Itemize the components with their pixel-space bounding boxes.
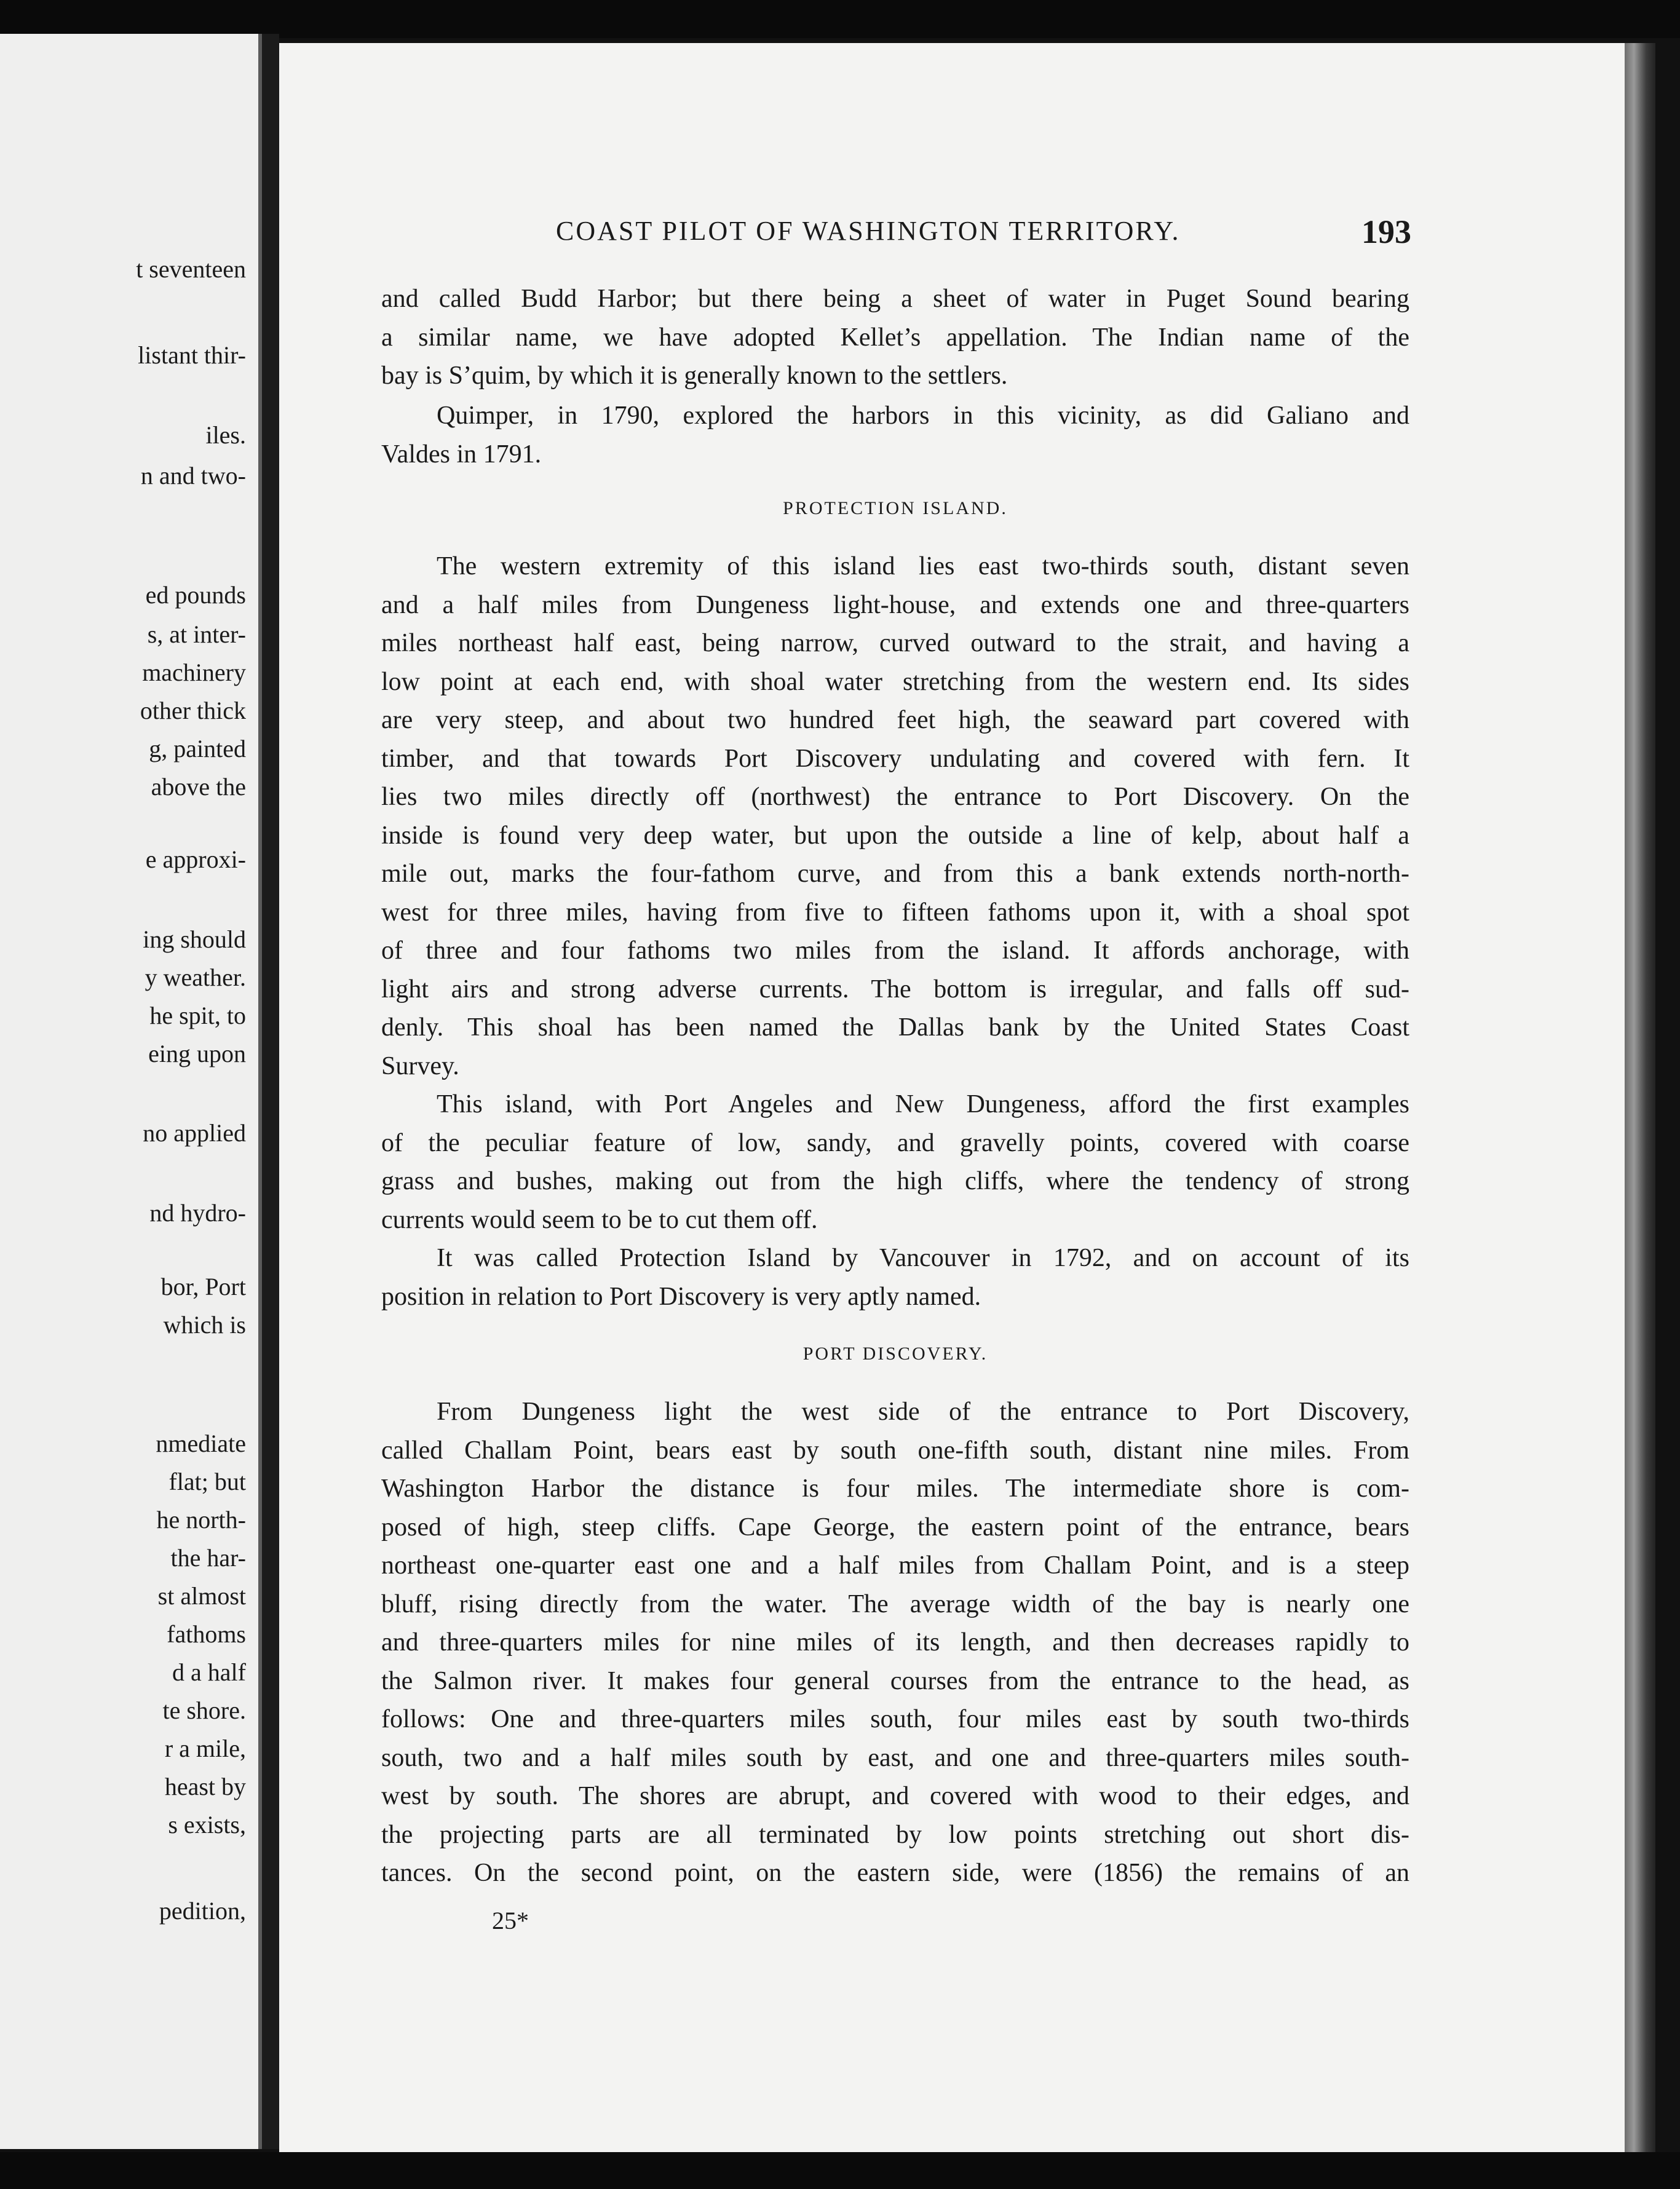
facing-page-text-line: t seventeen bbox=[136, 255, 246, 283]
text-line: the Salmon river. It makes four general courses from the entrance to the head, as bbox=[381, 1666, 1409, 1695]
text-line: miles northeast half east, being narrow, curved outward to the strait, and having a bbox=[381, 629, 1409, 657]
facing-page-text-line: the har- bbox=[170, 1544, 246, 1572]
protection-island-paragraph-2 bbox=[381, 1085, 1409, 1239]
facing-page-text-line: ed pounds bbox=[145, 581, 246, 609]
text-line: west for three miles, having from five to fifteen fathoms upon it, with a shoal spot bbox=[381, 898, 1409, 927]
text-line: lies two miles directly off (northwest) the entrance to Port Discovery. On the bbox=[381, 783, 1409, 811]
text-line: inside is found very deep water, but upon the outside a line of kelp, about half a bbox=[381, 821, 1409, 850]
intro-paragraph-1 bbox=[381, 280, 1409, 395]
facing-page-text-line: e approxi- bbox=[145, 845, 246, 873]
text-line: The western extremity of this island lies east two-thirds south, distant seven bbox=[437, 552, 1409, 580]
facing-page-text-line: iles. bbox=[205, 421, 246, 449]
facing-page-text-line: machinery bbox=[142, 659, 246, 686]
text-line: From Dungeness light the west side of the entrance to Port Discovery, bbox=[437, 1398, 1409, 1426]
facing-page-text-line: listant thir- bbox=[138, 341, 246, 369]
text-line: and three-quarters miles for nine miles of its length, and then decreases rapidly to bbox=[381, 1628, 1409, 1657]
text-line: bluff, rising directly from the water. The average width of the bay is nearly one bbox=[381, 1589, 1409, 1618]
text-line: light airs and strong adverse currents. The bottom is irregular, and falls off sud- bbox=[381, 975, 1409, 1003]
text-line: and called Budd Harbor; but there being a sheet of water in Puget Sound bearing bbox=[381, 285, 1409, 313]
facing-page-text-line: other thick bbox=[140, 697, 246, 724]
text-line: south, two and a half miles south by east, and one and three-quarters miles south- bbox=[381, 1743, 1409, 1772]
protection-island-paragraph-3 bbox=[381, 1239, 1409, 1316]
facing-page-text-line: nd hydro- bbox=[149, 1199, 246, 1227]
port-discovery-paragraph-1 bbox=[381, 1393, 1409, 1893]
facing-page-text-line: s, at inter- bbox=[147, 620, 246, 648]
text-line: the projecting parts are all terminated by low points stretching out short dis- bbox=[381, 1820, 1409, 1849]
scan-top-border bbox=[0, 0, 1680, 38]
running-title: COAST PILOT OF WASHINGTON TERRITORY. bbox=[556, 216, 1181, 246]
facing-page-text-line: g, painted bbox=[149, 735, 246, 762]
protection-island-paragraph-1 bbox=[381, 547, 1409, 1085]
text-line: This island, with Port Angeles and New Dungeness, afford the first examples bbox=[437, 1090, 1409, 1118]
page-number: 193 bbox=[1361, 213, 1411, 250]
book-gutter bbox=[262, 34, 279, 2149]
intro-paragraph-2 bbox=[381, 397, 1409, 473]
facing-page-text-line: te shore. bbox=[162, 1696, 246, 1724]
facing-page-text-line: s exists, bbox=[168, 1811, 246, 1839]
facing-page-text-line: flat; but bbox=[168, 1468, 246, 1495]
text-line: follows: One and three-quarters miles south, four miles east by south two-thirds bbox=[381, 1705, 1409, 1733]
facing-page-text-line: above the bbox=[151, 773, 246, 801]
facing-page-text-line: bor, Port bbox=[160, 1273, 246, 1300]
facing-page-text-line: eing upon bbox=[148, 1040, 246, 1067]
section-heading-protection-island: PROTECTION ISLAND. bbox=[783, 498, 1008, 518]
facing-page-text-line: r a mile, bbox=[164, 1735, 246, 1762]
facing-page-text-line: nmediate bbox=[156, 1430, 246, 1457]
text-line: position in relation to Port Discovery is very aptly named. bbox=[381, 1282, 981, 1311]
text-line: of three and four fathoms two miles from the island. It affords anchorage, with bbox=[381, 936, 1409, 965]
text-line: called Challam Point, bears east by south one-fifth south, distant nine miles. From bbox=[381, 1436, 1409, 1465]
text-line: currents would seem to be to cut them off. bbox=[381, 1205, 818, 1234]
section-heading-port-discovery: PORT DISCOVERY. bbox=[802, 1344, 988, 1364]
facing-page-text-line: fathoms bbox=[167, 1620, 246, 1648]
facing-page-text-line: he north- bbox=[156, 1506, 246, 1534]
text-line: timber, and that towards Port Discovery undulating and covered with fern. It bbox=[381, 744, 1409, 773]
text-line: west by south. The shores are abrupt, and covered with wood to their edges, and bbox=[381, 1782, 1409, 1810]
text-line: posed of high, steep cliffs. Cape George, the eastern point of the entrance, bears bbox=[381, 1513, 1409, 1542]
text-line: northeast one-quarter east one and a half miles from Challam Point, and is a steep bbox=[381, 1551, 1409, 1580]
text-line: Washington Harbor the distance is four miles. The intermediate shore is com- bbox=[381, 1475, 1409, 1503]
text-line: of the peculiar feature of low, sandy, and gravelly points, covered with coarse bbox=[381, 1128, 1409, 1157]
facing-page-text-line: pedition, bbox=[159, 1897, 246, 1925]
text-line: low point at each end, with shoal water stretching from the western end. Its sides bbox=[381, 667, 1409, 696]
text-line: a similar name, we have adopted Kellet’s appellation. The Indian name of the bbox=[381, 323, 1409, 352]
text-line: Survey. bbox=[381, 1051, 459, 1080]
text-line: It was called Protection Island by Vancouver in 1792, and on account of its bbox=[437, 1244, 1409, 1272]
text-line: denly. This shoal has been named the Dallas bank by the United States Coast bbox=[381, 1013, 1409, 1042]
text-line: mile out, marks the four-fathom curve, and from this a bank extends north-north- bbox=[381, 860, 1409, 888]
signature-mark: 25* bbox=[492, 1907, 529, 1934]
facing-page-left bbox=[0, 34, 262, 2149]
facing-page-text-line: n and two- bbox=[140, 462, 246, 489]
text-line: and a half miles from Dungeness light-house, and extends one and three-quarters bbox=[381, 590, 1409, 619]
page-edge-shadow bbox=[1625, 43, 1655, 2155]
facing-page-text-line: no applied bbox=[143, 1119, 246, 1147]
facing-page-text-line: d a half bbox=[172, 1658, 246, 1686]
text-line: Quimper, in 1790, explored the harbors in this vicinity, as did Galiano and bbox=[437, 402, 1409, 430]
text-line: grass and bushes, making out from the high cliffs, where the tendency of strong bbox=[381, 1167, 1409, 1195]
facing-page-text-line: which is bbox=[163, 1311, 246, 1339]
text-line: Valdes in 1791. bbox=[381, 440, 542, 469]
text-line: tances. On the second point, on the eastern side, were (1856) the remains of an bbox=[381, 1859, 1409, 1887]
facing-page-text-line: st almost bbox=[157, 1582, 246, 1610]
facing-page-text-line: ing should bbox=[143, 925, 246, 953]
text-line: bay is S’quim, by which it is generally known to the settlers. bbox=[381, 362, 1008, 390]
text-line: are very steep, and about two hundred feet high, the seaward part covered with bbox=[381, 706, 1409, 734]
facing-page-text-line: y weather. bbox=[145, 964, 246, 991]
scan-bottom-border bbox=[0, 2152, 1680, 2189]
facing-page-text-line: heast by bbox=[164, 1773, 246, 1800]
facing-page-text-line: he spit, to bbox=[149, 1002, 246, 1029]
